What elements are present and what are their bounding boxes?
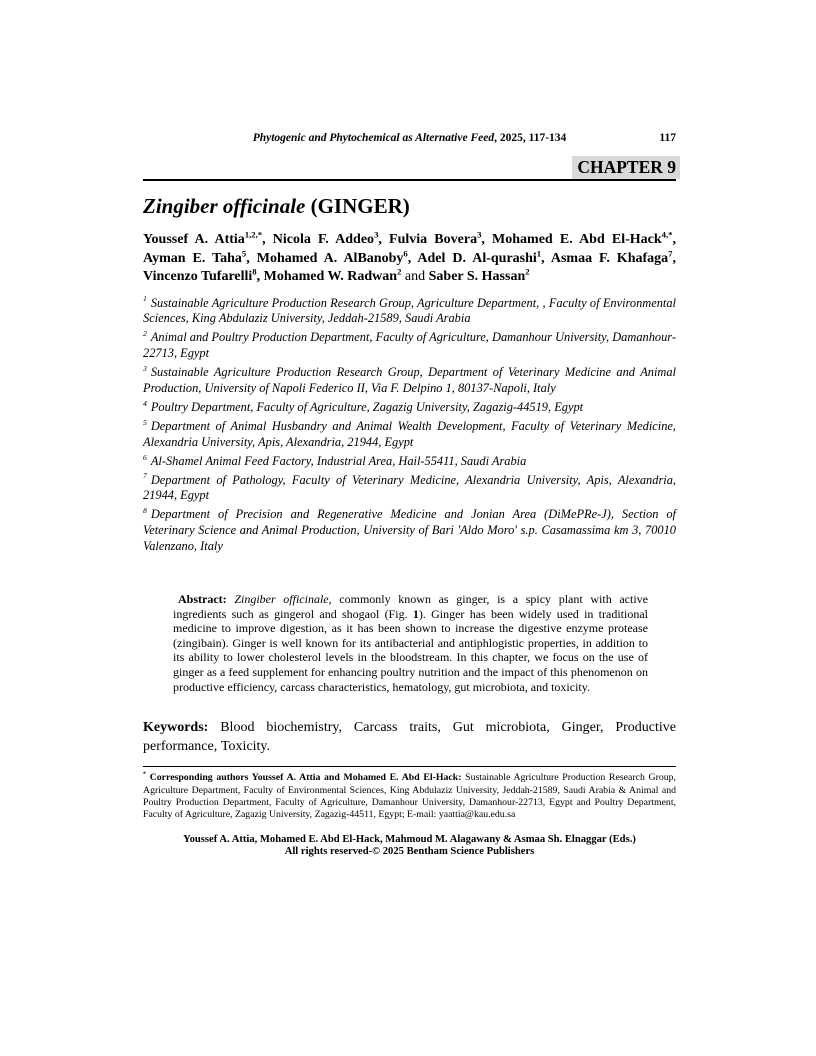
affiliation-number: 7 bbox=[143, 471, 147, 481]
affiliation-text: Department of Animal Husbandry and Animal Wealth Development, Faculty of Veterinary Medicine, Alexandria University, Apis, Alexandria, 21944, Egypt bbox=[143, 418, 676, 449]
authors-paragraph: Youssef A. Attia$^{1,2,*}$, Nicola F. Addeo$^3$, Fulvia Bovera$^3$, Mohamed E. Abd El-Hack$^{4,*}$, Ayman E. Taha$^5$, Mohamed A. AlBanoby$^6$, Adel D. Al-qurashi$^1$, Asmaa F. Khafaga$^7$, Vincenzo Tufarelli$^8$, Mohamed W. Radwan$^2$ and Saber S. Hassan$^2$ bbox=[143, 229, 677, 284]
keywords-paragraph: Keywords: Blood biochemistry, Carcass traits, Gut microbiota, Ginger, Productive performance, Toxicity. bbox=[143, 720, 676, 755]
affiliation-item bbox=[143, 454, 676, 470]
corresponding-author-footnote: * Corresponding authors Youssef A. Attia and Mohamed E. Abd El-Hack: Sustainable Agriculture Production Research Group, Agriculture Department, Faculty of Environmental Sciences, King Abdulaziz University, Jeddah-21589, Saudi Arabia & Animal and Poultry Production Department, Faculty of Agriculture, Damanhour University, Damanhour-22713, Egypt and Poultry Department, Faculty of Agriculture, Zagazig University, Zagazig-44511, Egypt; E-mail: yaattia@kau.edu.sa bbox=[143, 771, 676, 821]
affiliation-text: Sustainable Agriculture Production Research Group, Department of Veterinary Medicine and Animal Production, University of Napoli Federico II, Via F. Delpino 1, 80137-Napoli, Italy bbox=[143, 365, 676, 396]
affiliation-number: 8 bbox=[143, 506, 147, 516]
affiliation-number: 2 bbox=[143, 329, 147, 339]
affiliation-text: Al-Shamel Animal Feed Factory, Industrial Area, Hail-55411, Saudi Arabia bbox=[150, 453, 527, 468]
affiliation-number: 5 bbox=[143, 417, 147, 427]
affiliation-number: 4 bbox=[143, 398, 147, 408]
affiliations-list bbox=[143, 296, 676, 556]
affiliation-item bbox=[143, 296, 676, 328]
affiliation-item bbox=[143, 365, 676, 397]
page-number: 117 bbox=[659, 132, 676, 144]
imprint-rights: All rights reserved-© 2025 Bentham Science Publishers bbox=[284, 846, 535, 858]
affiliation-text: Poultry Department, Faculty of Agriculture, Zagazig University, Zagazig-44519, Egypt bbox=[150, 399, 584, 414]
affiliation-number: 6 bbox=[143, 452, 147, 462]
affiliation-number: 1 bbox=[143, 294, 147, 304]
imprint-editors: Youssef A. Attia, Mohamed E. Abd El-Hack, Mahmoud M. Alagawany & Asmaa Sh. Elnaggar (Eds.) bbox=[183, 833, 636, 845]
affiliation-item bbox=[143, 419, 676, 451]
book-title: Phytogenic and Phytochemical as Alternative Feed bbox=[252, 132, 495, 144]
chapter-title-rest: (GINGER) bbox=[305, 194, 410, 218]
chapter-title-latin: Zingiber officinale bbox=[143, 194, 306, 218]
affiliation-item bbox=[143, 507, 676, 555]
affiliation-item bbox=[143, 400, 676, 416]
affiliation-text: Animal and Poultry Production Department, Faculty of Agriculture, Damanhour University, Damanhour-22713, Egypt bbox=[143, 330, 676, 361]
running-header bbox=[143, 131, 676, 146]
affiliation-item bbox=[143, 330, 676, 362]
running-header-suffix: , 2025, 117-134 bbox=[494, 132, 567, 144]
affiliation-number: 3 bbox=[143, 364, 147, 373]
footnote-separator bbox=[143, 766, 676, 767]
chapter-banner: CHAPTER 9 bbox=[572, 156, 680, 179]
affiliation-text: Sustainable Agriculture Production Research Group, Agriculture Department, , Faculty of Environmental Sciences, King Abdulaziz University, Jeddah-21589, Saudi Arabia bbox=[143, 295, 676, 326]
imprint bbox=[143, 834, 676, 859]
chapter-banner-row bbox=[143, 156, 676, 181]
affiliation-item bbox=[143, 473, 676, 505]
document-page bbox=[143, 131, 676, 859]
abstract-paragraph: Abstract: Zingiber officinale, commonly known as ginger, is a spicy plant with active ingredients such as gingerol and shogaol (Fig. 1). Ginger has been widely used in traditional medicine to improve digestion, as it has been shown to increase the digestive enzyme protease (zingibain). Ginger is well known for its antibacterial and antiphlogistic properties, in addition to its ability to lower cholesterol levels in the bloodstream. In this chapter, we focus on the use of ginger as a feed supplement for enhancing poultry nutrition and the impact of this phenomenon on productive efficiency, carcass characteristics, hematology, gut microbiota, and toxicity. bbox=[173, 592, 648, 694]
affiliation-text: Department of Precision and Regenerative Medicine and Jonian Area (DiMePRe-J), Section of Veterinary Science and Animal Production, University of Bari 'Aldo Moro' s.p. Casamassima km 3, 70010 Valenzano, Italy bbox=[143, 507, 676, 554]
running-header-title bbox=[253, 132, 567, 144]
chapter-title bbox=[143, 194, 676, 219]
affiliation-text: Department of Pathology, Faculty of Veterinary Medicine, Alexandria University, Apis, Alexandria, 21944, Egypt bbox=[143, 472, 676, 503]
